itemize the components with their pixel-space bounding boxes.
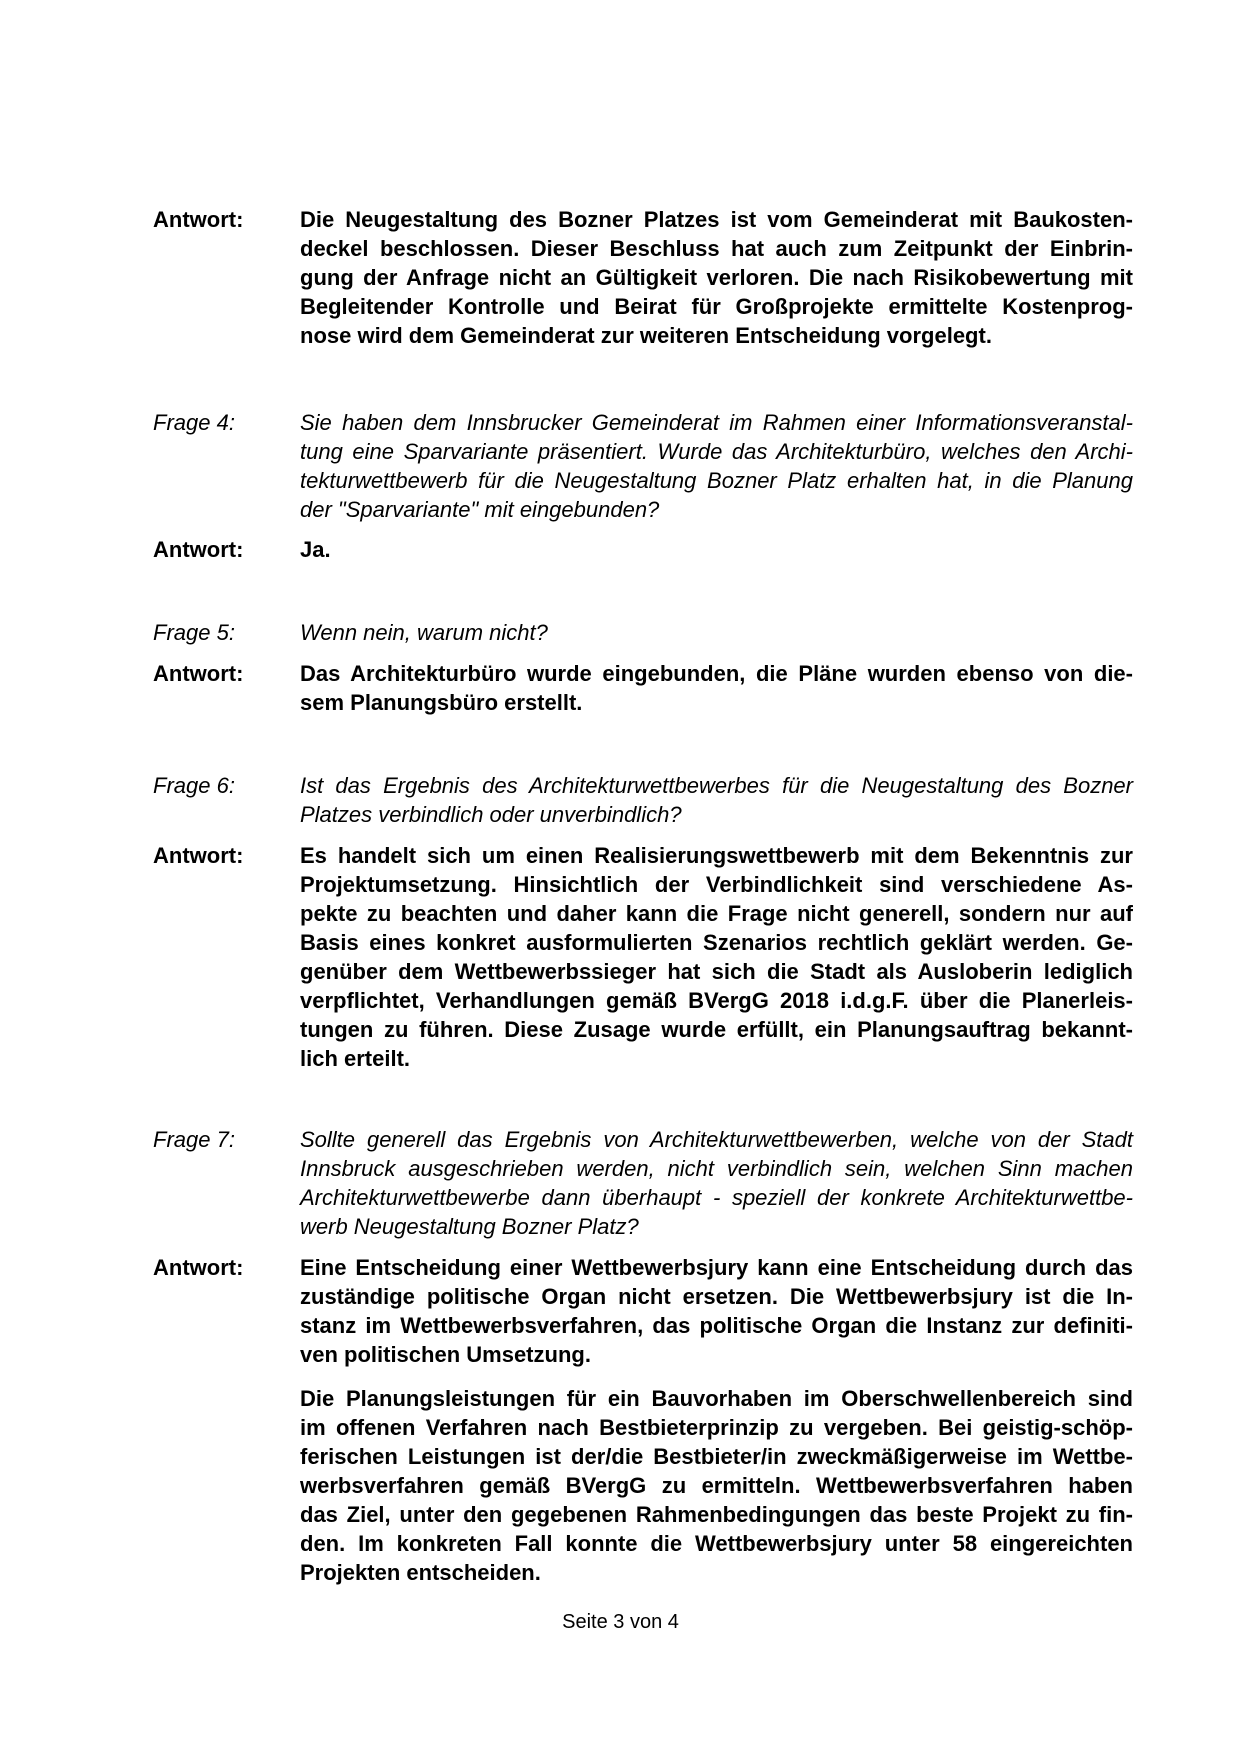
answer-text: Ja.: [300, 537, 331, 562]
answer-text: Das Architekturbüro wurde eingebunden, die Pläne wurden ebenso von die- sem Planungsbüro erstellt.: [300, 661, 1133, 715]
answer-text: Die Neugestaltung des Bozner Platzes ist vom Gemeinderat mit Baukosten- deckel beschlossen. Dieser Beschluss hat auch zum Zeitpunkt der Einbrin- gung der Anfrage nicht an Gültigkeit verloren. Die nach Risikobewertung mit Begleitender Kontrolle und Beirat für Großprojekte ermittelte Kostenprog- nose wird dem Gemeinderat zur weiteren Entscheidung vorgelegt.: [300, 207, 1133, 348]
answer-label: Antwort:: [153, 843, 244, 868]
answer-block-5: [153, 659, 1133, 717]
question-label: Frage 5:: [153, 620, 235, 645]
answer-label: Antwort:: [153, 661, 244, 686]
answer-block-7: [153, 1253, 1133, 1369]
answer-block-3: [153, 205, 1133, 350]
question-label: Frage 7:: [153, 1127, 235, 1152]
answer-text: Es handelt sich um einen Realisierungswettbewerb mit dem Bekenntnis zur Projektumsetzung. Hinsichtlich der Verbindlichkeit sind verschiedene As- pekte zu beachten und daher kann die Frage nicht generell, sondern nur auf Basis eines konkret ausformulierten Szenarios rechtlich geklärt werden. Ge- genüber dem Wettbewerbssieger hat sich die Stadt als Ausloberin lediglich verpflichtet, Verhandlungen gemäß BVergG 2018 i.d.g.F. über die Planerleis- tungen zu führen. Diese Zusage wurde erfüllt, ein Planungsauftrag bekannt- lich erteilt.: [300, 843, 1133, 1071]
question-text: Sie haben dem Innsbrucker Gemeinderat im Rahmen einer Informationsveranstal- tung eine Sparvariante präsentiert. Wurde das Architekturbüro, welches den Archi- tekturwettbewerb für die Neugestaltung Bozner Platz erhalten hat, in die Planung der "Sparvariante" mit eingebunden?: [300, 410, 1133, 522]
answer-label: Antwort:: [153, 1255, 244, 1280]
question-text: Sollte generell das Ergebnis von Architekturwettbewerben, welche von der Stadt Innsbruck ausgeschrieben werden, nicht verbindlich sein, welchen Sinn machen Architekturwettbewerbe dann überhaupt - speziell der konkrete Architekturwettbe- werb Neugestaltung Bozner Platz?: [300, 1127, 1133, 1239]
question-text: Ist das Ergebnis des Architekturwettbewerbes für die Neugestaltung des Bozner Platzes verbindlich oder unverbindlich?: [300, 773, 1133, 827]
answer-label: Antwort:: [153, 207, 244, 232]
question-text: Wenn nein, warum nicht?: [300, 620, 548, 645]
question-block-4: [153, 408, 1133, 524]
question-block-6: [153, 771, 1133, 829]
question-label: Frage 4:: [153, 410, 235, 435]
answer-block-6: [153, 841, 1133, 1073]
answer-label: Antwort:: [153, 537, 244, 562]
page-footer: Seite 3 von 4: [562, 1611, 679, 1633]
answer-text: Eine Entscheidung einer Wettbewerbsjury kann eine Entscheidung durch das zuständige politische Organ nicht ersetzen. Die Wettbewerbsjury ist die In- stanz im Wettbewerbsverfahren, das politische Organ die Instanz zur definiti- ven politischen Umsetzung.: [300, 1255, 1133, 1367]
answer-block-4: [153, 535, 1133, 564]
question-block-5: [153, 618, 1133, 647]
question-label: Frage 6:: [153, 773, 235, 798]
answer-paragraph-7b: Die Planungsleistungen für ein Bauvorhaben im Oberschwellenbereich sind im offenen Verfahren nach Bestbieterprinzip zu vergeben. Bei geistig-schöp- ferischen Leistungen ist der/die Bestbieter/in zweckmäßigerweise im Wettbe- werbsverfahren gemäß BVergG zu ermitteln. Wettbewerbsverfahren haben das Ziel, unter den gegebenen Rahmenbedingungen das beste Projekt zu fin- den. Im konkreten Fall konnte die Wettbewerbsjury unter 58 eingereichten Projekten entscheiden.: [300, 1386, 1133, 1585]
question-block-7: [153, 1125, 1133, 1241]
